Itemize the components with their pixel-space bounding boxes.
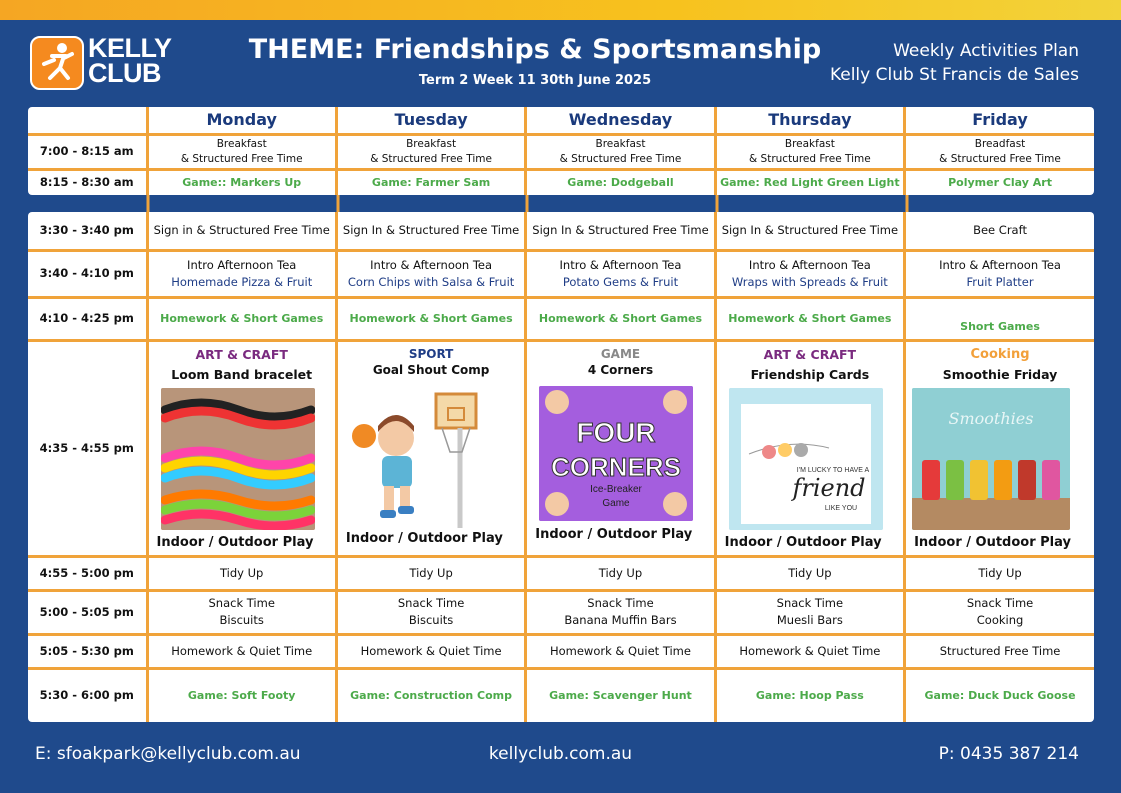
activity-category: Cooking [970, 346, 1030, 362]
day-friday: Friday [905, 107, 1094, 134]
table-row [28, 556, 1094, 590]
afternoon-schedule [28, 212, 1094, 722]
schedule-cell: Game: Duck Duck Goose [924, 689, 1076, 703]
schedule-cell: Homework & Short Games [526, 297, 715, 340]
image-text-like-you: LIKE YOU [824, 504, 857, 512]
activity-cell-tuesday [336, 340, 525, 556]
footer-email[interactable]: E: sfoakpark@kellyclub.com.au [35, 744, 301, 764]
schedule-cell: Intro & Afternoon Tea Fruit Platter [905, 250, 1094, 297]
smoothies-image [912, 388, 1070, 530]
plan-label: Weekly Activities Plan [893, 41, 1079, 61]
schedule-cell: Homework & Short Games [147, 297, 336, 340]
schedule-cell: Breadfast & Structured Free Time [905, 134, 1094, 169]
schedule-cell: Short Games [905, 297, 1094, 340]
image-text-smoothies: Smoothies [948, 408, 1034, 428]
time-slot: 5:05 - 5:30 pm [28, 634, 147, 668]
time-slot: 8:15 - 8:30 am [28, 169, 147, 195]
schedule-cell: Intro Afternoon Tea Homemade Pizza & Fruit [147, 250, 336, 297]
day-monday: Monday [147, 107, 336, 134]
girl-basketball-image [350, 388, 504, 530]
activity-name: Smoothie Friday [942, 366, 1058, 382]
play-label: Indoor / Outdoor Play [724, 534, 882, 550]
schedule-cell: Polymer Clay Art [948, 176, 1052, 190]
table-row [28, 590, 1094, 634]
activity-cell-friday [905, 340, 1094, 556]
time-slot: 3:30 - 3:40 pm [28, 212, 147, 250]
day-thursday: Thursday [715, 107, 904, 134]
time-slot: 4:35 - 4:55 pm [28, 340, 147, 556]
schedule-cell: Homework & Short Games [336, 297, 525, 340]
schedule-cell: Breakfast & Structured Free Time [336, 134, 525, 169]
schedule-cell: Game: Scavenger Hunt [526, 668, 715, 722]
table-row [28, 212, 1094, 250]
table-row [28, 668, 1094, 722]
schedule-cell: Homework & Quiet Time [336, 634, 525, 668]
time-slot: 5:00 - 5:05 pm [28, 590, 147, 634]
day-wednesday: Wednesday [526, 107, 715, 134]
schedule-cell: Sign In & Structured Free Time [526, 212, 715, 250]
schedule-cell: Tidy Up [715, 556, 904, 590]
schedule-cell: Game: Hoop Pass [715, 668, 904, 722]
schedule-cell: Snack Time Biscuits [336, 590, 525, 634]
schedule-cell: Snack Time Banana Muffin Bars [526, 590, 715, 634]
schedule-cell: Structured Free Time [905, 634, 1094, 668]
image-text-friend: friend [792, 473, 866, 502]
activity-cell-wednesday [526, 340, 715, 556]
kelly-club-logo [30, 33, 175, 92]
column-connectors [28, 195, 1094, 212]
schedule-cell: Sign in & Structured Free Time [147, 212, 336, 250]
schedule-cell: Intro & Afternoon Tea Corn Chips with Salsa & Fruit [336, 250, 525, 297]
friend-card-image [729, 388, 883, 530]
schedule-cell: Homework & Quiet Time [526, 634, 715, 668]
schedule-cell: Intro & Afternoon Tea Wraps with Spreads & Fruit [715, 250, 904, 297]
table-row [28, 250, 1094, 297]
activity-name: Goal Shout Comp [372, 362, 490, 377]
activity-cell-thursday [715, 340, 904, 556]
schedule-cell: Snack Time Biscuits [147, 590, 336, 634]
loom-band-bracelets-image [161, 388, 315, 530]
schedule-cell: Sign In & Structured Free Time [336, 212, 525, 250]
page-subtitle: Term 2 Week 11 30th June 2025 [418, 73, 652, 88]
activity-cell-monday [147, 340, 336, 556]
play-label: Indoor / Outdoor Play [345, 530, 503, 546]
schedule-cell: Game:: Markers Up [147, 169, 336, 195]
table-row [28, 634, 1094, 668]
schedule-cell: Homework & Short Games [715, 297, 904, 340]
schedule-cell: Game: Farmer Sam [336, 169, 525, 195]
page-title: THEME: Friendships & Sportsmanship [248, 34, 822, 65]
corner-cell [28, 107, 147, 134]
page-header [0, 20, 1121, 106]
activity-category: ART & CRAFT [763, 346, 857, 362]
footer-website[interactable]: kellyclub.com.au [488, 744, 633, 764]
schedule-cell: Tidy Up [336, 556, 525, 590]
schedule-cell: Breakfast & Structured Free Time [715, 134, 904, 169]
schedule-cell: Sign In & Structured Free Time [715, 212, 904, 250]
schedule-cell: Bee Craft [905, 212, 1094, 250]
play-label: Indoor / Outdoor Play [914, 534, 1071, 550]
logo-text: KELLY CLUB [88, 33, 172, 88]
day-tuesday: Tuesday [336, 107, 525, 134]
image-text-game: Game [602, 497, 630, 509]
running-figure-icon [30, 36, 84, 90]
time-slot: 4:10 - 4:25 pm [28, 297, 147, 340]
table-row [28, 340, 1094, 556]
image-text-four: FOUR [576, 416, 656, 448]
time-slot: 4:55 - 5:00 pm [28, 556, 147, 590]
time-slot: 7:00 - 8:15 am [28, 134, 147, 169]
schedule-cell: Breakfast & Structured Free Time [147, 134, 336, 169]
schedule-cell: Homework & Quiet Time [715, 634, 904, 668]
schedule-cell: Game: Soft Footy [147, 668, 336, 722]
activity-category: SPORT [408, 346, 454, 361]
activity-category: GAME [600, 346, 641, 361]
activity-name: Friendship Cards [750, 366, 870, 382]
play-label: Indoor / Outdoor Play [535, 526, 693, 542]
table-row [28, 297, 1094, 340]
footer-phone[interactable]: P: 0435 387 214 [938, 744, 1079, 764]
schedule-cell: Snack Time Muesli Bars [715, 590, 904, 634]
schedule-cell: Breakfast & Structured Free Time [526, 134, 715, 169]
top-accent-bar [0, 0, 1121, 20]
schedule-cell: Tidy Up [147, 556, 336, 590]
image-text-corners: CORNERS [551, 451, 682, 482]
schedule-cell: Tidy Up [526, 556, 715, 590]
schedule-cell: Game: Dodgeball [526, 169, 715, 195]
image-text-icebreaker: Ice-Breaker [590, 483, 643, 495]
schedule-cell: Game: Construction Comp [336, 668, 525, 722]
club-location: Kelly Club St Francis de Sales [829, 65, 1079, 85]
time-slot: 5:30 - 6:00 pm [28, 668, 147, 722]
schedule-cell: Tidy Up [905, 556, 1094, 590]
image-text-lucky: I'M LUCKY TO HAVE A [796, 466, 869, 474]
table-row [28, 169, 1094, 195]
activity-name: 4 Corners [587, 362, 654, 377]
header-info [830, 39, 1079, 87]
activity-name: Loom Band bracelet [171, 366, 313, 382]
schedule-cell: Homework & Quiet Time [147, 634, 336, 668]
activity-category: ART & CRAFT [195, 346, 288, 362]
table-row [28, 134, 1094, 169]
play-label: Indoor / Outdoor Play [156, 534, 314, 550]
morning-schedule [28, 107, 1094, 195]
schedule-cell: Snack Time Cooking [905, 590, 1094, 634]
four-corners-image [539, 386, 693, 521]
schedule-cell: Intro & Afternoon Tea Potato Gems & Fruit [526, 250, 715, 297]
time-slot: 3:40 - 4:10 pm [28, 250, 147, 297]
schedule-cell: Game: Red Light Green Light [715, 169, 904, 195]
